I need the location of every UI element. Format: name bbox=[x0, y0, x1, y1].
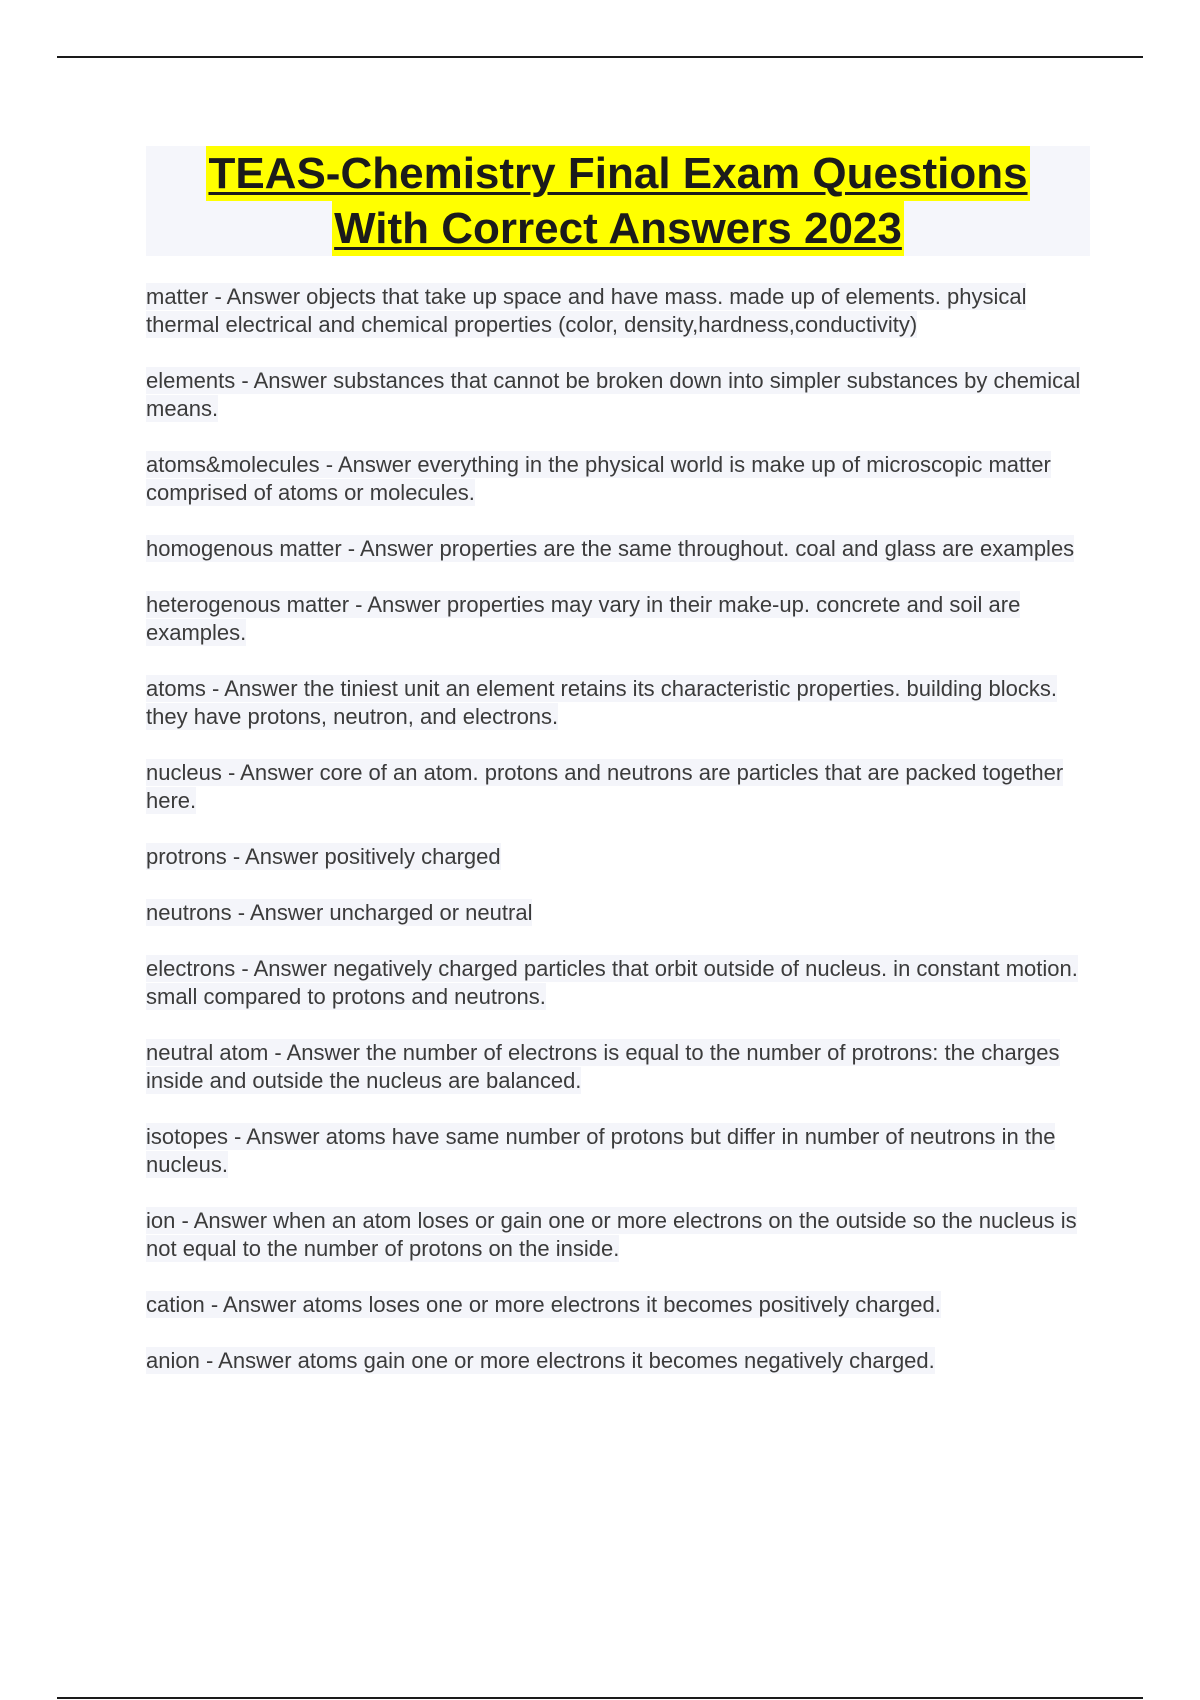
qa-item-neutral-atom bbox=[146, 1039, 1090, 1095]
qa-item-protrons bbox=[146, 843, 1090, 871]
qa-item-cation bbox=[146, 1291, 1090, 1319]
qa-text: neutral atom - Answer the number of electrons is equal to the number of protrons: the charges inside and outside the nucleus are balanced. bbox=[146, 1040, 1060, 1093]
title-line-1: TEAS-Chemistry Final Exam Questions bbox=[206, 146, 1029, 201]
document-title bbox=[146, 146, 1090, 256]
qa-text: isotopes - Answer atoms have same number of protons but differ in number of neutrons in the nucleus. bbox=[146, 1124, 1056, 1177]
qa-item-nucleus bbox=[146, 759, 1090, 815]
qa-list bbox=[146, 283, 1090, 1403]
qa-text: ion - Answer when an atom loses or gain one or more electrons on the outside so the nucleus is not equal to the number of protons on the inside. bbox=[146, 1208, 1077, 1261]
qa-item-elements bbox=[146, 367, 1090, 423]
qa-text: neutrons - Answer uncharged or neutral bbox=[146, 900, 533, 925]
qa-item-neutrons bbox=[146, 899, 1090, 927]
qa-item-anion bbox=[146, 1347, 1090, 1375]
qa-text: heterogenous matter - Answer properties may vary in their make-up. concrete and soil are examples. bbox=[146, 592, 1021, 645]
top-rule bbox=[57, 56, 1143, 58]
qa-item-matter bbox=[146, 283, 1090, 339]
qa-text: matter - Answer objects that take up space and have mass. made up of elements. physical thermal electrical and chemical properties (color, density,hardness,conductivity) bbox=[146, 284, 1027, 337]
bottom-rule bbox=[57, 1697, 1143, 1699]
qa-text: atoms - Answer the tiniest unit an element retains its characteristic properties. building blocks. they have protons, neutron, and electrons. bbox=[146, 676, 1057, 729]
title-line-2: With Correct Answers 2023 bbox=[332, 201, 904, 256]
qa-text: homogenous matter - Answer properties are the same throughout. coal and glass are examples bbox=[146, 536, 1075, 561]
qa-text: nucleus - Answer core of an atom. protons and neutrons are particles that are packed together here. bbox=[146, 760, 1064, 813]
qa-item-isotopes bbox=[146, 1123, 1090, 1179]
qa-item-atoms bbox=[146, 675, 1090, 731]
qa-text: electrons - Answer negatively charged particles that orbit outside of nucleus. in constant motion. small compared to protons and neutrons. bbox=[146, 956, 1078, 1009]
qa-text: elements - Answer substances that cannot be broken down into simpler substances by chemical means. bbox=[146, 368, 1081, 421]
qa-item-heterogenous-matter bbox=[146, 591, 1090, 647]
qa-item-homogenous-matter bbox=[146, 535, 1090, 563]
qa-item-atoms-molecules bbox=[146, 451, 1090, 507]
qa-text: cation - Answer atoms loses one or more electrons it becomes positively charged. bbox=[146, 1292, 941, 1317]
qa-text: atoms&molecules - Answer everything in the physical world is make up of microscopic matter comprised of atoms or molecules. bbox=[146, 452, 1051, 505]
qa-text: anion - Answer atoms gain one or more electrons it becomes negatively charged. bbox=[146, 1348, 935, 1373]
qa-item-electrons bbox=[146, 955, 1090, 1011]
qa-item-ion bbox=[146, 1207, 1090, 1263]
qa-text: protrons - Answer positively charged bbox=[146, 844, 501, 869]
